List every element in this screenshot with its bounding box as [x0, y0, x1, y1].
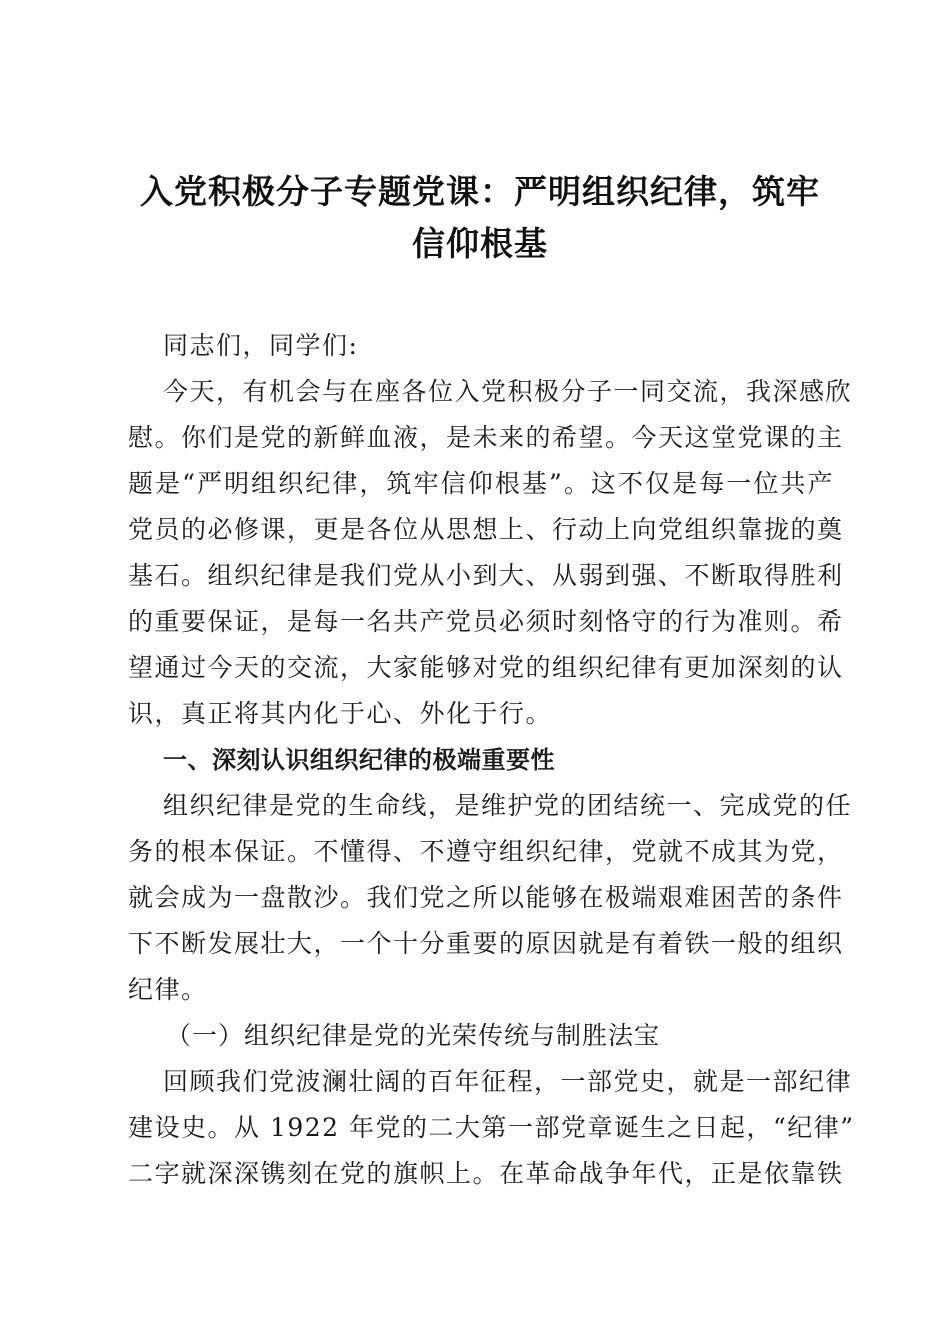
- paragraph-line: 慰。你们是党的新鲜血液，是未来的希望。今天这堂党课的主: [128, 423, 844, 452]
- paragraph-section-1: [128, 783, 853, 1013]
- paragraph-line: 回顾我们党波澜壮阔的百年征程，一部党史，就是一部纪律: [163, 1067, 853, 1096]
- paragraph-line: 务的根本保证。不懂得、不遵守组织纪律，党就不成其为党，: [128, 837, 844, 866]
- title-line: 入党积极分子专题党课：严明组织纪律，筑牢: [140, 172, 820, 211]
- paragraph-line: 基石。组织纪律是我们党从小到大、从弱到强、不断取得胜利: [128, 561, 844, 590]
- document-body: [128, 323, 855, 1197]
- paragraph-line: 组织纪律是党的生命线，是维护党的团结统一、完成党的任: [163, 791, 853, 820]
- title-line: 信仰根基: [412, 224, 548, 263]
- paragraph-line: 的重要保证，是每一名共产党员必须时刻恪守的行为准则。希: [128, 607, 844, 636]
- paragraph-line: 下不断发展壮大，一个十分重要的原因就是有着铁一般的组织: [128, 929, 844, 958]
- paragraph-line: 建设史。从 1922 年党的二大第一部党章诞生之日起，“纪律”: [128, 1113, 855, 1142]
- paragraph-intro: [128, 369, 853, 737]
- paragraph-line: 题是“严明组织纪律，筑牢信仰根基”。这不仅是每一位共产: [128, 469, 834, 498]
- salutation: 同志们，同学们:: [163, 331, 359, 360]
- paragraph-line: 望通过今天的交流，大家能够对党的组织纪律有更加深刻的认: [128, 653, 844, 682]
- paragraph-subsection-1: [128, 1059, 855, 1197]
- subsection-heading: （一）组织纪律是党的光荣传统与制胜法宝: [166, 1021, 661, 1050]
- paragraph-line: 纪律。: [128, 975, 208, 1004]
- paragraph-line: 二字就深深镌刻在党的旗帜上。在革命战争年代，正是依靠铁: [128, 1159, 844, 1188]
- document-title: [120, 166, 840, 270]
- paragraph-line: 就会成为一盘散沙。我们党之所以能够在极端艰难困苦的条件: [128, 883, 844, 912]
- paragraph-line: 识，真正将其内化于心、外化于行。: [128, 699, 553, 728]
- paragraph-line: 今天，有机会与在座各位入党积极分子一同交流，我深感欣: [163, 377, 853, 406]
- paragraph-line: 党员的必修课，更是各位从思想上、行动上向党组织靠拢的奠: [128, 515, 844, 544]
- section-heading: 一、深刻认识组织纪律的极端重要性: [163, 746, 555, 774]
